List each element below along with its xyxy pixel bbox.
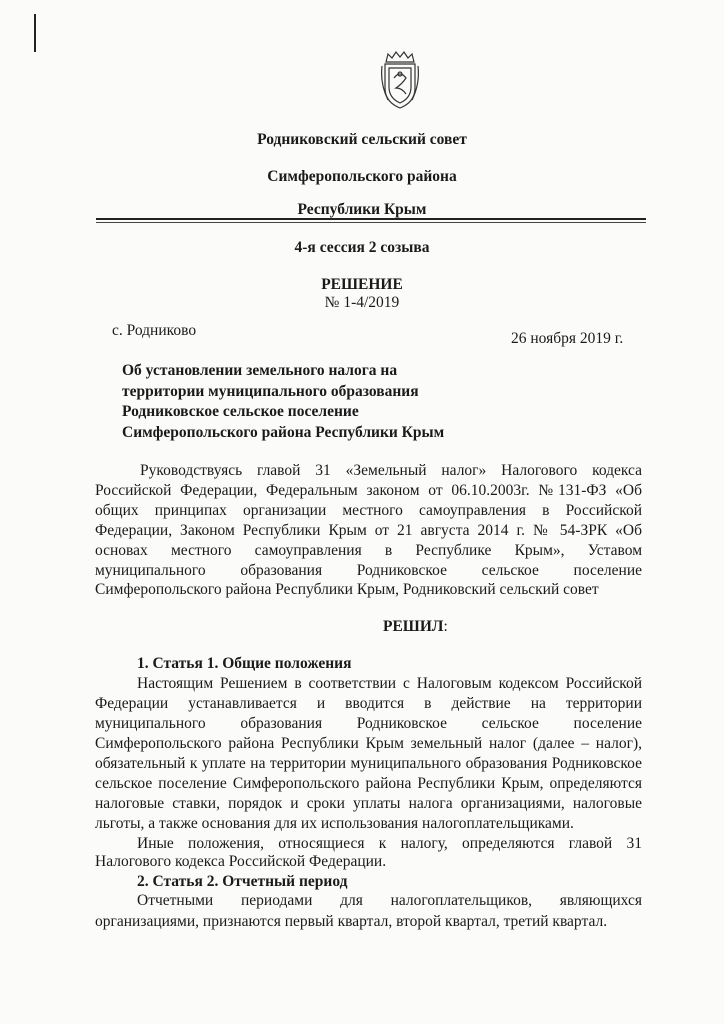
scan-mark bbox=[34, 14, 36, 52]
article-1-line: Симферопольского района Республики Крым земельный налог (далее – налог), bbox=[95, 735, 642, 752]
preamble-line: Симферопольского района Республики Крым, Родниковский сельский совет bbox=[95, 581, 599, 598]
preamble-line: муниципального образования Родниковское сельское поселение bbox=[95, 562, 642, 579]
preamble-line: общих принципах организации местного самоуправления в Российской bbox=[95, 502, 642, 519]
article-1-title: 1. Статья 1. Общие положения bbox=[137, 655, 352, 672]
article-1-line: сельское поселение Симферопольского района Республики Крым, определяются bbox=[95, 775, 642, 792]
article-1-line: Настоящим Решением в соответствии с Налоговым кодексом Российской bbox=[137, 675, 642, 692]
subject-line: Об установлении земельного налога на bbox=[122, 362, 398, 379]
article-2-title: 2. Статья 2. Отчетный период bbox=[137, 873, 348, 890]
article-1-line: Налогового кодекса Российской Федерации. bbox=[95, 853, 387, 870]
document-number: № 1-4/2019 bbox=[324, 294, 400, 311]
subject-title bbox=[122, 361, 444, 443]
header-divider-thin bbox=[96, 222, 646, 223]
session-label: 4-я сессия 2 созыва bbox=[294, 239, 430, 256]
article-1-line: обязательный к уплате на территории муниципального образования Родниковское bbox=[95, 755, 642, 772]
article-1-line: налоговые ставки, порядок и сроки уплаты налога организациями, налоговые bbox=[95, 795, 642, 812]
article-2-line: организациями, признаются первый квартал, второй квартал, третий квартал. bbox=[95, 913, 608, 930]
republic-name: Республики Крым bbox=[297, 201, 427, 218]
document-type: РЕШЕНИЕ bbox=[321, 276, 403, 293]
subject-line: Симферопольского района Республики Крым bbox=[122, 423, 445, 441]
preamble-line: основах местного самоуправления в Республике Крым», Уставом bbox=[95, 542, 642, 559]
article-1-line: Иные положения, относящиеся к налогу, определяются главой 31 bbox=[137, 835, 642, 852]
decided-word: РЕШИЛ bbox=[383, 618, 444, 635]
article-1-line: Федерации устанавливается и вводится в действие на территории bbox=[95, 695, 642, 712]
decided-colon: : bbox=[443, 618, 448, 635]
article-2-line: Отчетными периодами для налогоплательщиков, являющихся bbox=[137, 892, 642, 909]
date: 26 ноября 2019 г. bbox=[511, 330, 624, 347]
article-1-line: льготы, а также основания для их использования налогоплательщиками. bbox=[95, 815, 574, 832]
header-divider bbox=[96, 218, 646, 220]
preamble-line: Руководствуясь главой 31 «Земельный налог» Налогового кодекса bbox=[140, 462, 642, 479]
council-name: Родниковский сельский совет bbox=[257, 131, 467, 148]
district-name: Симферопольского района bbox=[267, 168, 457, 185]
coat-of-arms-emblem bbox=[378, 48, 422, 112]
subject-line: территории муниципального образования bbox=[122, 382, 419, 400]
article-1-line: муниципального образования Родниковское сельское поселение bbox=[95, 715, 642, 732]
decided-heading bbox=[383, 617, 448, 638]
subject-line: Родниковское сельское поселение bbox=[122, 403, 359, 420]
preamble-line: Российской Федерации, Федеральным законом от 06.10.2003г. №131-ФЗ «Об bbox=[95, 482, 642, 499]
preamble-line: Федерации, Законом Республики Крым от 21 августа 2014 г. № 54-ЗРК «Об bbox=[95, 522, 642, 539]
place: с. Родниково bbox=[112, 322, 197, 339]
